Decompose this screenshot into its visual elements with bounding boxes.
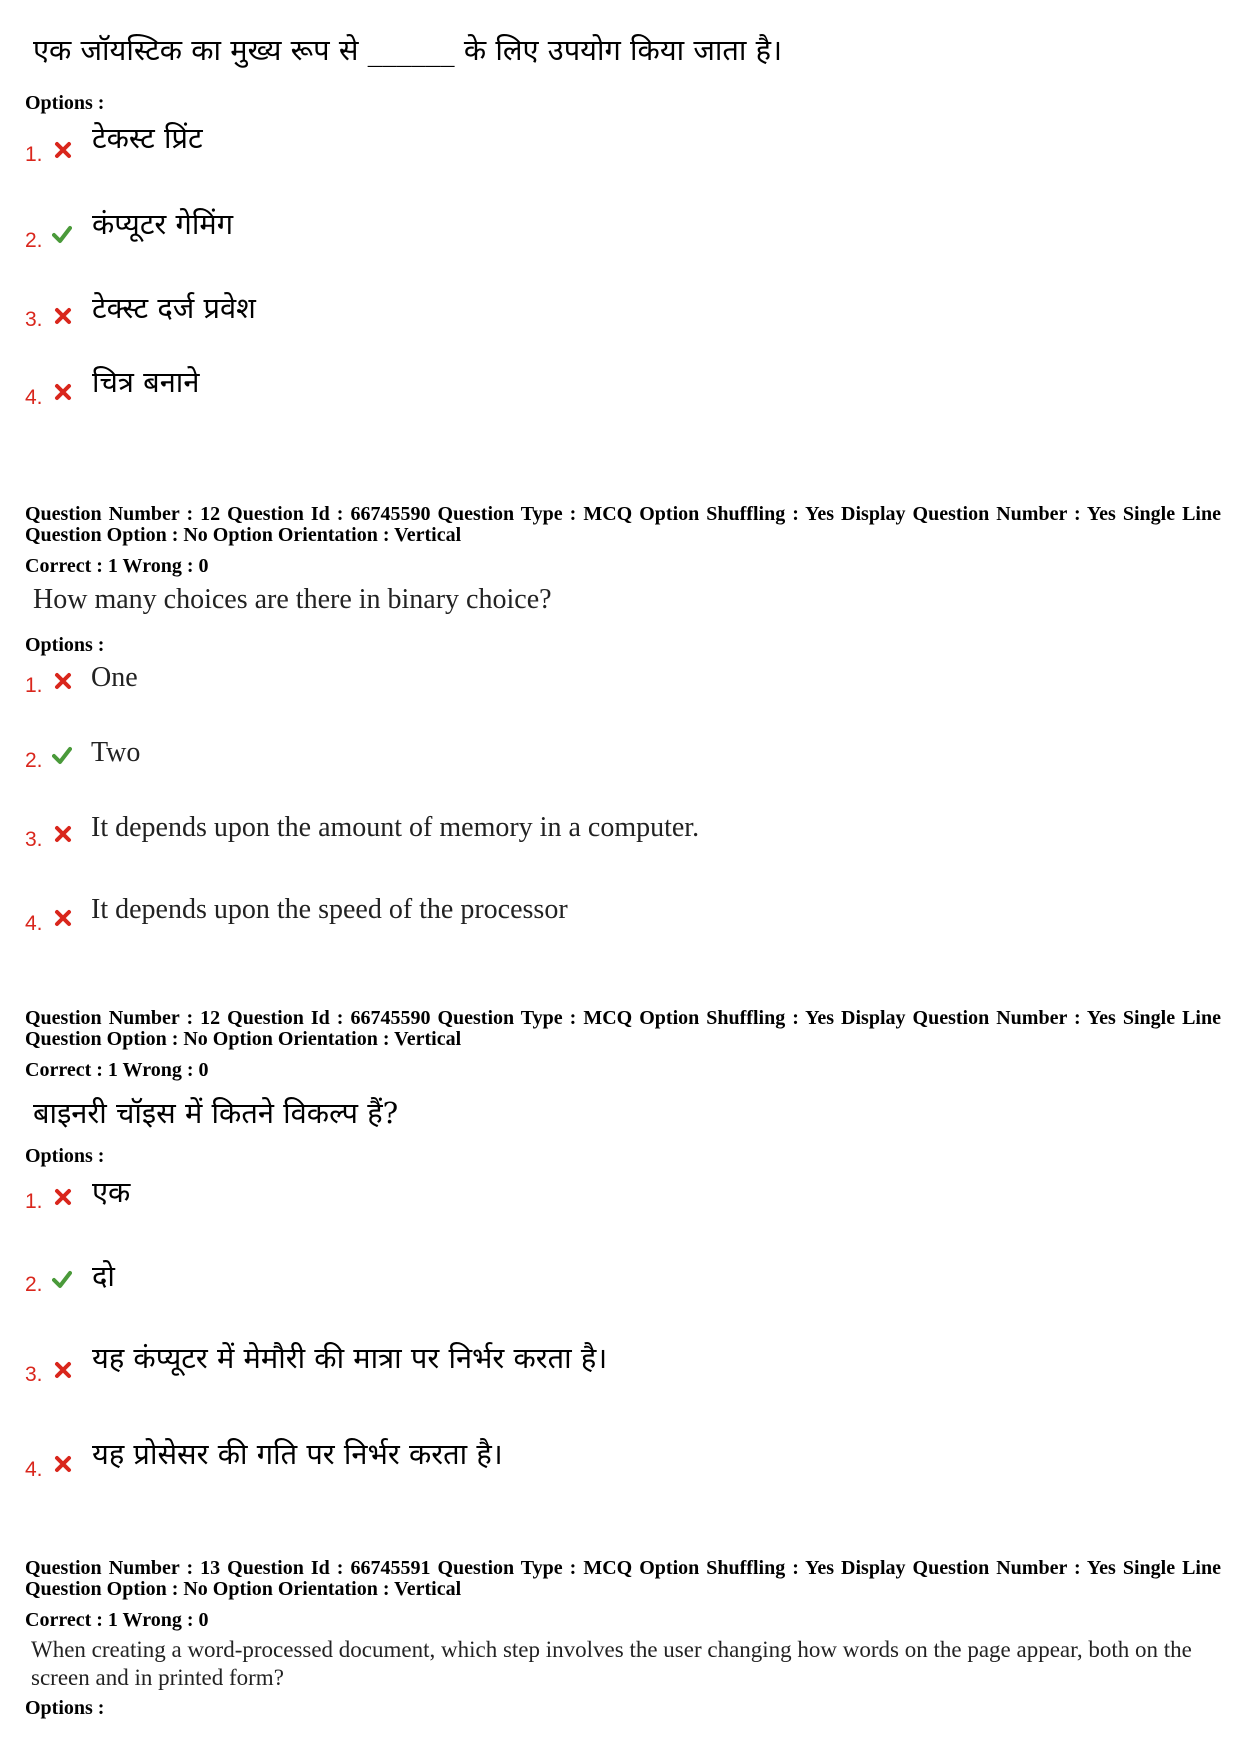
options-label: Options : xyxy=(25,1697,105,1719)
options-label: Options : xyxy=(25,1145,105,1167)
option-number: 4. xyxy=(25,1458,43,1481)
options-label: Options : xyxy=(25,634,105,656)
marks-info: Correct : 1 Wrong : 0 xyxy=(25,1609,209,1631)
option-text: टेकस्ट प्रिंट xyxy=(92,121,203,155)
question-text-hindi-joystick: एक जॉयस्टिक का मुख्य रूप से ______ के लिए उपयोग किया जाता है। xyxy=(33,33,783,67)
options-label: Options : xyxy=(25,92,105,114)
option-number: 1. xyxy=(25,674,43,697)
wrong-mark-icon xyxy=(53,1360,73,1380)
wrong-mark-icon xyxy=(53,140,73,160)
marks-info: Correct : 1 Wrong : 0 xyxy=(25,555,209,577)
question-meta: Question Number : 12 Question Id : 66745590 Question Type : MCQ Option Shuffling : Yes Display Question Number : Yes Single Line Question Option : No Option Orientation : Vertical xyxy=(25,1007,1221,1050)
option-text: चित्र बनाने xyxy=(92,365,200,399)
wrong-mark-icon xyxy=(53,382,73,402)
correct-check-icon xyxy=(52,1269,72,1289)
marks-info: Correct : 1 Wrong : 0 xyxy=(25,1059,209,1081)
option-number: 2. xyxy=(25,749,43,772)
option-number: 3. xyxy=(25,308,43,331)
option-text: एक xyxy=(92,1175,131,1209)
wrong-mark-icon xyxy=(53,671,73,691)
option-number: 1. xyxy=(25,143,43,166)
wrong-mark-icon xyxy=(53,908,73,928)
question-meta: Question Number : 13 Question Id : 66745591 Question Type : MCQ Option Shuffling : Yes Display Question Number : Yes Single Line Question Option : No Option Orientation : Vertical xyxy=(25,1557,1221,1600)
wrong-mark-icon xyxy=(53,306,73,326)
question-meta: Question Number : 12 Question Id : 66745590 Question Type : MCQ Option Shuffling : Yes Display Question Number : Yes Single Line Question Option : No Option Orientation : Vertical xyxy=(25,503,1221,546)
option-text: It depends upon the speed of the processor xyxy=(91,894,568,925)
option-number: 1. xyxy=(25,1190,43,1213)
option-text: कंप्यूटर गेमिंग xyxy=(92,207,234,241)
wrong-mark-icon xyxy=(53,1187,73,1207)
option-number: 4. xyxy=(25,912,43,935)
option-text: It depends upon the amount of memory in a computer. xyxy=(91,812,700,843)
option-number: 3. xyxy=(25,828,43,851)
wrong-mark-icon xyxy=(53,1454,73,1474)
question-text-word-processing: When creating a word-processed document, which step involves the user changing how words on the page appear, both on the screen and in printed form? xyxy=(31,1637,1192,1690)
wrong-mark-icon xyxy=(53,824,73,844)
option-number: 3. xyxy=(25,1363,43,1386)
question-text-binary-choice: How many choices are there in binary choice? xyxy=(33,584,552,615)
option-text: Two xyxy=(91,737,141,768)
option-text: दो xyxy=(92,1259,115,1293)
question-text-hindi-binary: बाइनरी चॉइस में कितने विकल्प हैं? xyxy=(33,1096,399,1130)
option-number: 2. xyxy=(25,229,43,252)
option-text: यह प्रोसेसर की गति पर निर्भर करता है। xyxy=(92,1437,503,1471)
option-text: One xyxy=(91,662,138,693)
option-number: 2. xyxy=(25,1273,43,1296)
correct-check-icon xyxy=(52,224,72,244)
correct-check-icon xyxy=(52,745,72,765)
option-text: यह कंप्यूटर में मेमौरी की मात्रा पर निर्भर करता है। xyxy=(92,1341,608,1375)
option-text: टेक्स्ट दर्ज प्रवेश xyxy=(92,291,256,325)
option-number: 4. xyxy=(25,386,43,409)
